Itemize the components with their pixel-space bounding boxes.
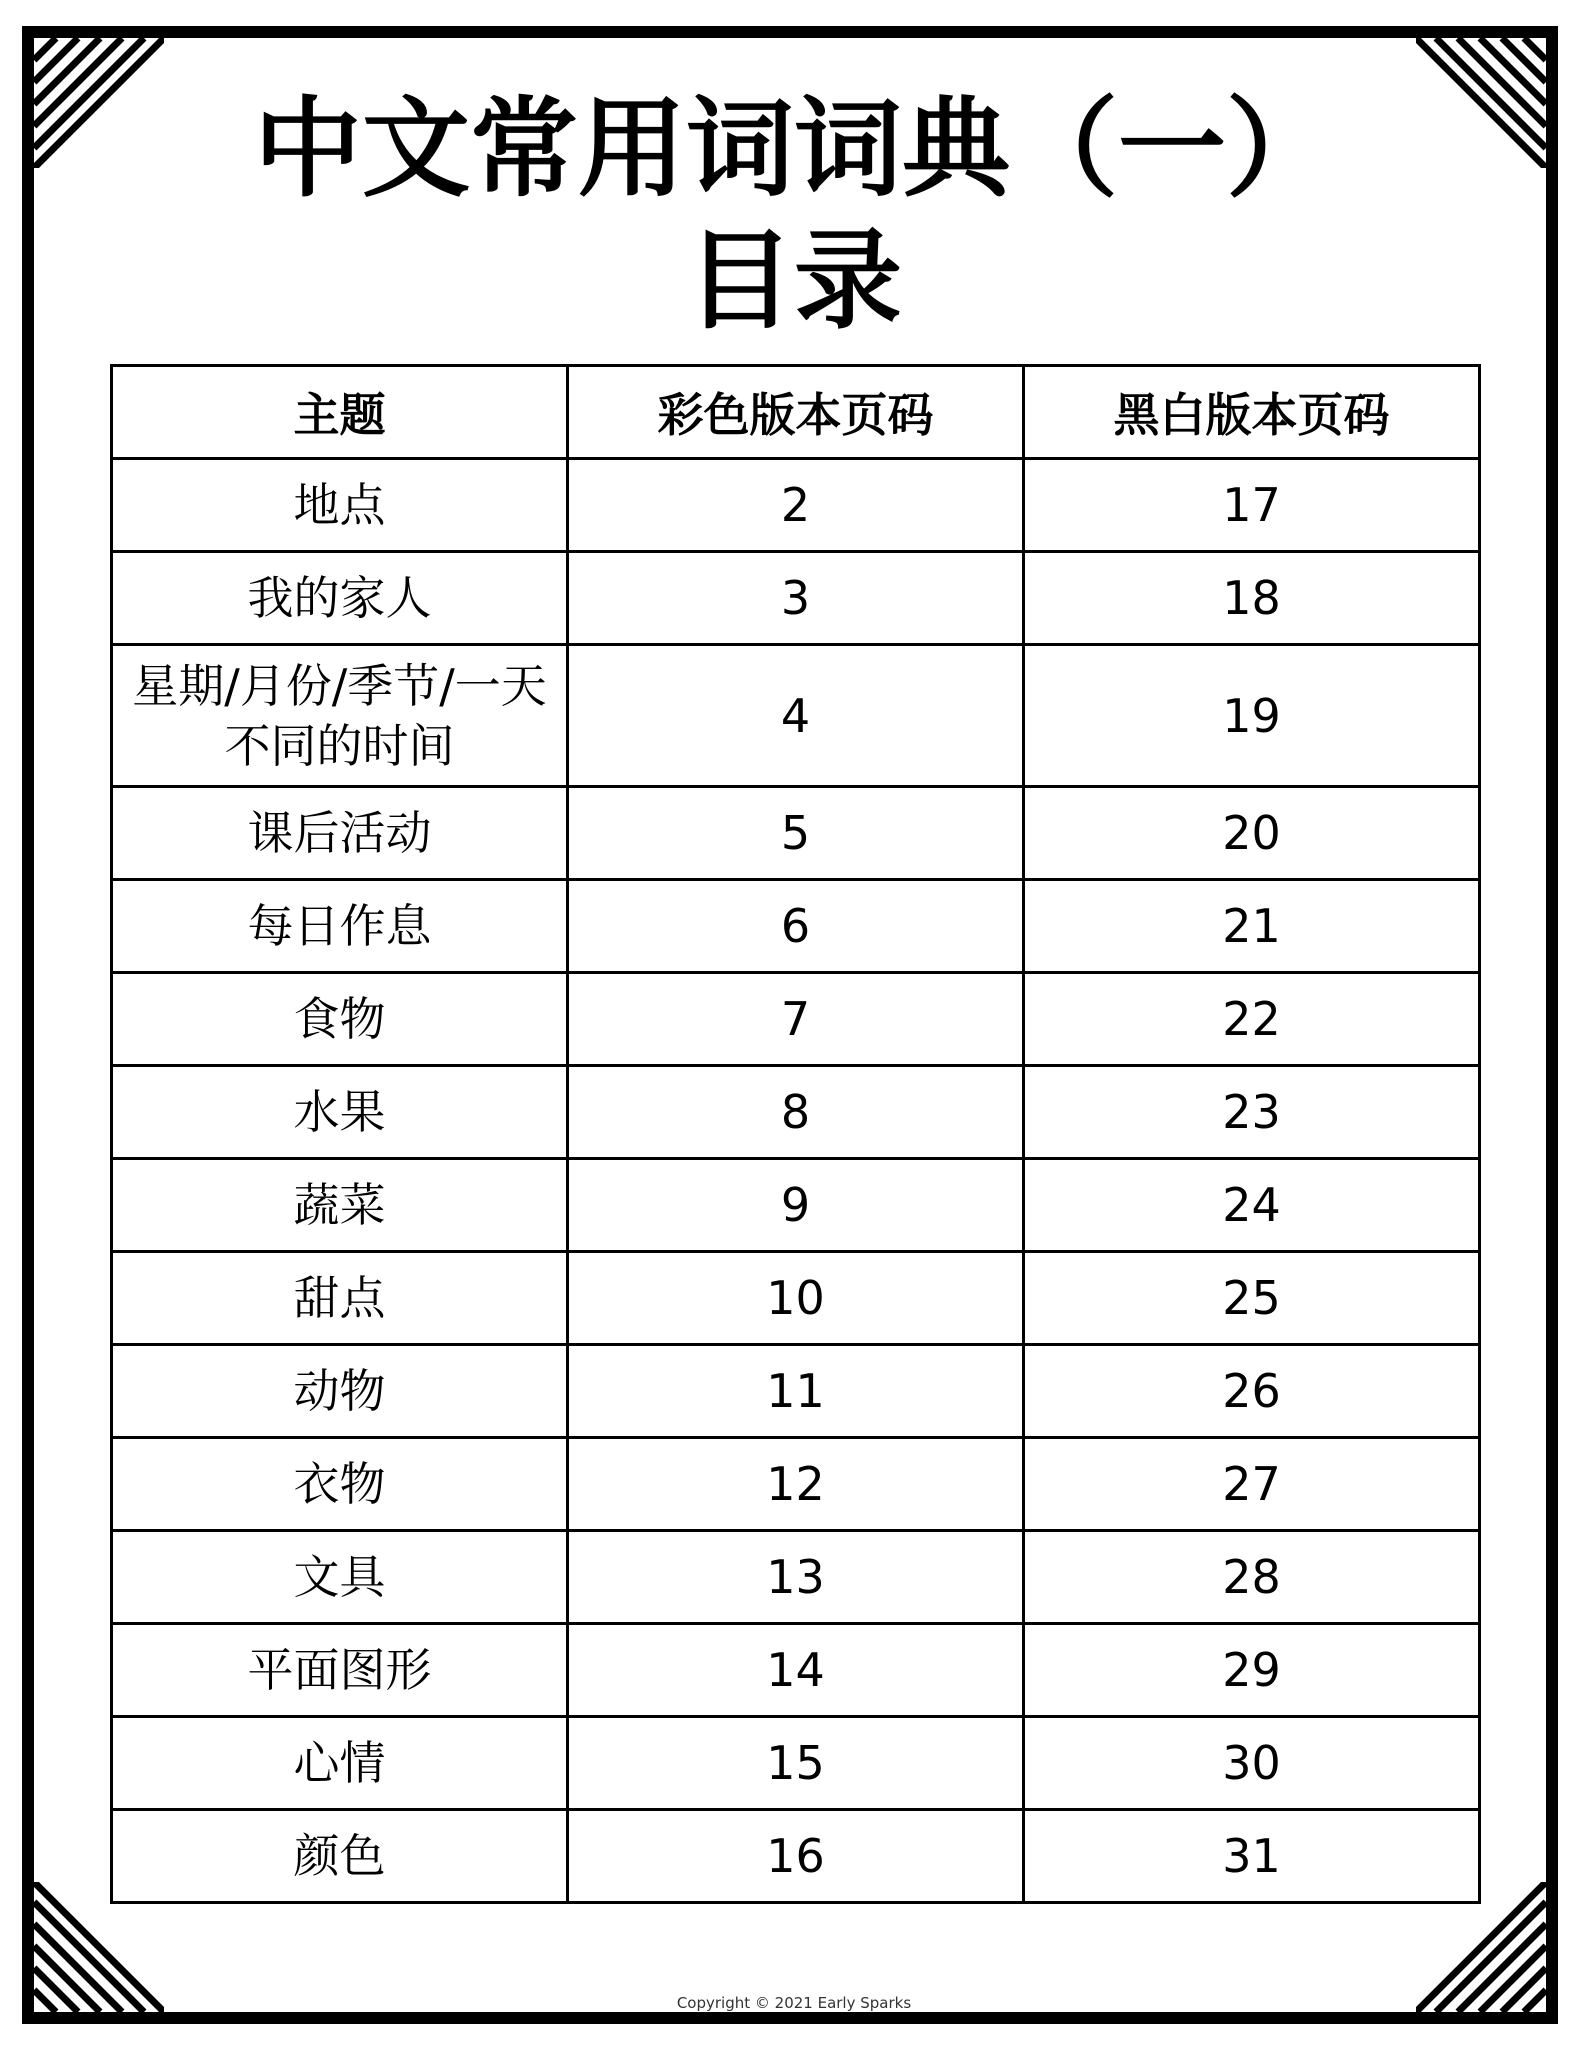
color-page-cell: 12 [568, 1438, 1024, 1531]
table-row [112, 973, 1480, 1066]
topic-cell: 动物 [112, 1345, 568, 1438]
color-page-cell: 9 [568, 1159, 1024, 1252]
bw-page-cell: 27 [1024, 1438, 1480, 1531]
table-row [112, 552, 1480, 645]
table-row [112, 1624, 1480, 1717]
color-page-cell: 15 [568, 1717, 1024, 1810]
table-row [112, 1345, 1480, 1438]
table-row [112, 787, 1480, 880]
topic-cell: 甜点 [112, 1252, 568, 1345]
topic-cell: 食物 [112, 973, 568, 1066]
table-row [112, 645, 1480, 787]
bw-page-cell: 20 [1024, 787, 1480, 880]
color-page-cell: 2 [568, 459, 1024, 552]
header-bw-page: 黑白版本页码 [1024, 366, 1480, 459]
bw-page-cell: 21 [1024, 880, 1480, 973]
color-page-cell: 16 [568, 1810, 1024, 1903]
color-page-cell: 8 [568, 1066, 1024, 1159]
table-row [112, 1531, 1480, 1624]
bw-page-cell: 23 [1024, 1066, 1480, 1159]
topic-cell: 课后活动 [112, 787, 568, 880]
table-header-row [112, 366, 1480, 459]
color-page-cell: 3 [568, 552, 1024, 645]
page-subtitle: 目录 [685, 219, 902, 344]
header-topic: 主题 [112, 366, 568, 459]
bw-page-cell: 30 [1024, 1717, 1480, 1810]
topic-cell: 文具 [112, 1531, 568, 1624]
color-page-cell: 11 [568, 1345, 1024, 1438]
table-row [112, 1066, 1480, 1159]
color-page-cell: 10 [568, 1252, 1024, 1345]
page-title: 中文常用词词典（一） [253, 87, 1334, 212]
topic-cell: 我的家人 [112, 552, 568, 645]
bw-page-cell: 19 [1024, 645, 1480, 787]
color-page-cell: 6 [568, 880, 1024, 973]
topic-cell: 水果 [112, 1066, 568, 1159]
bw-page-cell: 31 [1024, 1810, 1480, 1903]
topic-cell: 地点 [112, 459, 568, 552]
bw-page-cell: 17 [1024, 459, 1480, 552]
bw-page-cell: 22 [1024, 973, 1480, 1066]
color-page-cell: 13 [568, 1531, 1024, 1624]
topic-cell: 蔬菜 [112, 1159, 568, 1252]
color-page-cell: 14 [568, 1624, 1024, 1717]
bw-page-cell: 26 [1024, 1345, 1480, 1438]
topic-cell: 每日作息 [112, 880, 568, 973]
topic-cell: 平面图形 [112, 1624, 568, 1717]
color-page-cell: 4 [568, 645, 1024, 787]
table-row [112, 1438, 1480, 1531]
copyright-text: Copyright © 2021 Early Sparks [676, 1994, 912, 2012]
bw-page-cell: 29 [1024, 1624, 1480, 1717]
topic-cell: 星期/月份/季节/一天不同的时间 [112, 645, 568, 787]
bw-page-cell: 24 [1024, 1159, 1480, 1252]
bw-page-cell: 28 [1024, 1531, 1480, 1624]
table-row [112, 1252, 1480, 1345]
color-page-cell: 5 [568, 787, 1024, 880]
bw-page-cell: 18 [1024, 552, 1480, 645]
table-row [112, 1717, 1480, 1810]
table-row [112, 1159, 1480, 1252]
table-of-contents [110, 364, 1481, 1904]
color-page-cell: 7 [568, 973, 1024, 1066]
table-row [112, 1810, 1480, 1903]
topic-cell: 衣物 [112, 1438, 568, 1531]
table-row [112, 880, 1480, 973]
header-color-page: 彩色版本页码 [568, 366, 1024, 459]
topic-cell: 颜色 [112, 1810, 568, 1903]
table-row [112, 459, 1480, 552]
topic-cell: 心情 [112, 1717, 568, 1810]
bw-page-cell: 25 [1024, 1252, 1480, 1345]
